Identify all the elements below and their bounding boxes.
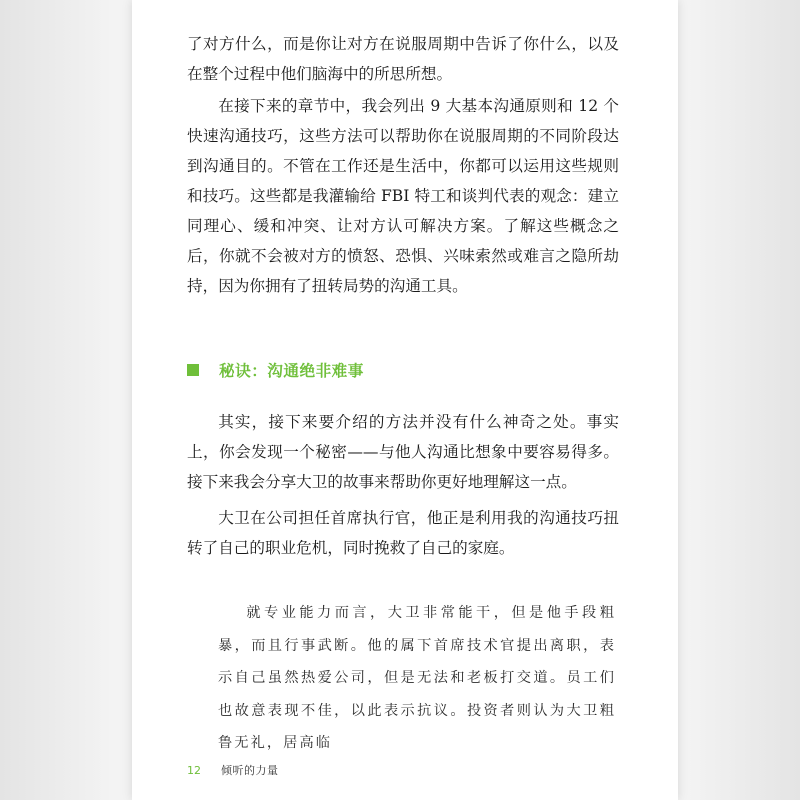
page-number: 12 (187, 763, 201, 777)
body-paragraph: 了对方什么，而是你让对方在说服周期中告诉了你什么，以及在整个过程中他们脑海中的所思所想。 (187, 35, 619, 83)
running-book-title: 倾听的力量 (221, 764, 279, 777)
section-heading-text: 秘诀：沟通绝非难事 (219, 361, 364, 380)
body-paragraph: 在接下来的章节中，我会列出 9 大基本沟通原则和 12 个快速沟通技巧，这些方法可以帮助你在说服周期的不同阶段达到沟通目的。不管在工作还是生活中，你都可以运用这些规则和技巧。这些都是我灌输给 FBI 特工和谈判代表的观念：建立同理心、缓和冲突、让对方认可解决方案。了解这些概念之后，你就不会被对方的愤怒、恐惧、兴味索然或难言之隐所劫持，因为你拥有了扭转局势的沟通工具。 (187, 97, 619, 295)
body-paragraph: 大卫在公司担任首席执行官，他正是利用我的沟通技巧扭转了自己的职业危机，同时挽救了自己的家庭。 (187, 509, 619, 557)
page-footer (187, 762, 279, 778)
book-page (132, 0, 678, 800)
section-heading (187, 356, 364, 384)
block-quote: 就专业能力而言，大卫非常能干，但是他手段粗暴，而且行事武断。他的属下首席技术官提出离职，表示自己虽然热爱公司，但是无法和老板打交道。员工们也故意表现不佳，以此表示抗议。投资者则认为大卫粗鲁无礼，居高临 (218, 605, 616, 751)
body-paragraph: 其实，接下来要介绍的方法并没有什么神奇之处。事实上，你会发现一个秘密——与他人沟通比想象中要容易得多。接下来我会分享大卫的故事来帮助你更好地理解这一点。 (187, 413, 619, 491)
square-bullet-icon (187, 364, 199, 376)
